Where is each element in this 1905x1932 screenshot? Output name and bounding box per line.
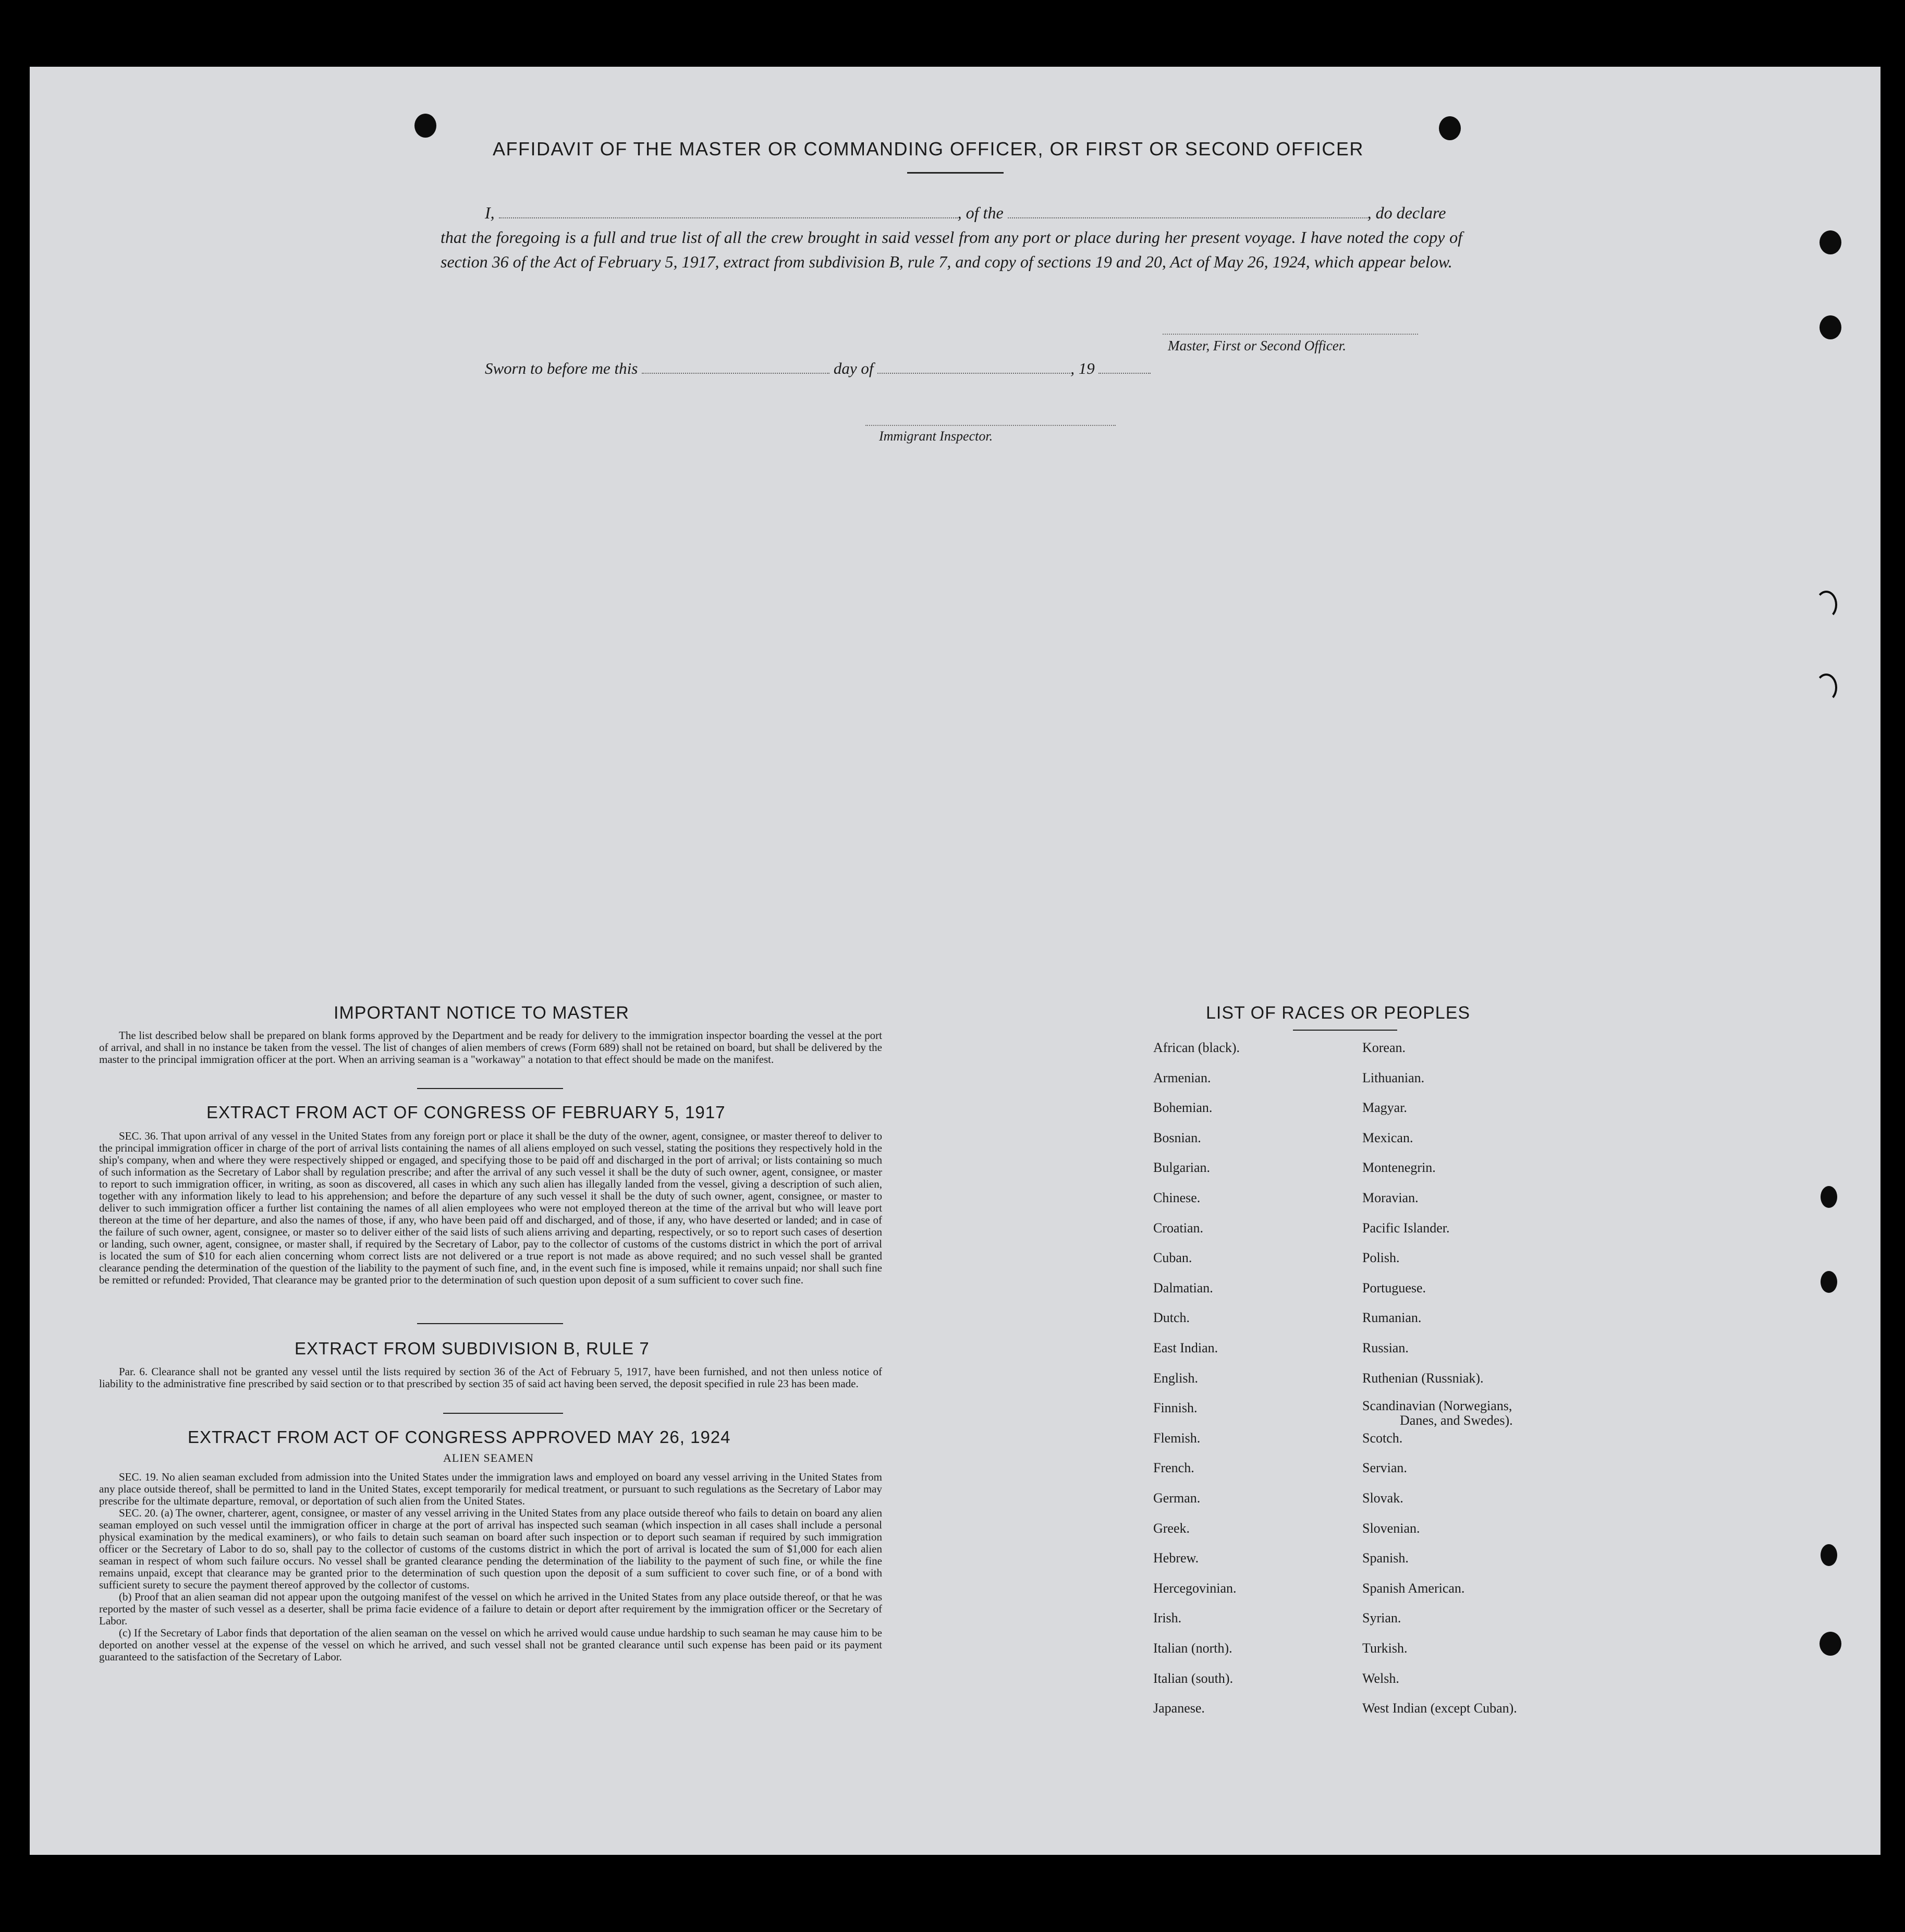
inspector-signature-line[interactable] [865, 425, 1116, 426]
section-20c-paragraph: (c) If the Secretary of Labor finds that deportation of the alien seaman on the vessel on which he arrived would cause undue hardship to such seaman he may cause him to be deported on another vessel at the expense of the vessel on which he arrived, and such vessel shall not be granted clearance until such expense has been paid or its payment guaranteed to the satisfaction of the Secretary of Labor. [99, 1627, 882, 1663]
race-item: German. [1153, 1490, 1201, 1506]
race-item: Scotch. [1362, 1430, 1403, 1446]
year-prefix: , 19 [1070, 359, 1095, 377]
race-item: French. [1153, 1460, 1194, 1476]
race-item: Slovenian. [1362, 1520, 1420, 1536]
rule-7-rule [443, 1413, 563, 1414]
race-item: Croatian. [1153, 1220, 1204, 1236]
race-item: Scandinavian (Norwegians, [1362, 1398, 1512, 1414]
affidavit-title: AFFIDAVIT OF THE MASTER OR COMMANDING OFFICER, OR FIRST OR SECOND OFFICER [493, 138, 1364, 160]
extract-1924-text [99, 1471, 882, 1663]
notice-title: IMPORTANT NOTICE TO MASTER [334, 1003, 629, 1023]
sworn-month-blank[interactable] [877, 358, 1070, 374]
race-item: Ruthenian (Russniak). [1362, 1370, 1484, 1386]
race-item: Italian (north). [1153, 1641, 1232, 1656]
race-item: Magyar. [1362, 1100, 1407, 1116]
punch-hole-right-8 [1819, 1632, 1841, 1656]
race-item: Lithuanian. [1362, 1070, 1425, 1085]
day-of-label: day of [833, 359, 874, 377]
punch-hole-right-2 [1819, 315, 1841, 339]
race-item: Montenegrin. [1362, 1160, 1436, 1176]
race-item: Dalmatian. [1153, 1280, 1213, 1295]
affidavit-do-declare: , do declare [1367, 203, 1446, 222]
race-item: Slovak. [1362, 1490, 1403, 1506]
punch-hole-right-5 [1821, 1186, 1837, 1208]
race-item: Cuban. [1153, 1250, 1192, 1266]
race-item: Greek. [1153, 1520, 1190, 1536]
race-item: Flemish. [1153, 1430, 1201, 1446]
section-36-paragraph: SEC. 36. That upon arrival of any vessel in the United States from any foreign port or place it shall be the duty of the owner, agent, consignee, or master thereof to deliver to the principal immigration officer in charge of the port of arrival lists containing the names of all aliens employed on such vessel, stating the positions they respectively hold in the ship's company, when and where they were respectively shipped or engaged, and specifying those to be paid off and discharged in the port of arrival; or lists containing so much of such information as the Secretary of Labor shall by regulation prescribe; and after the arrival of any such vessel it shall be the duty of such owner, agent, consignee, or master to report to such immigration officer, in writing, as soon as discovered, all cases in which any such alien has illegally landed from the vessel, giving a description of such alien, together with any information likely to lead to his apprehension; and before the departure of any such vessel it shall be the duty of such owner, agent, consignee, or master to deliver to such immigration officer a further list containing the names of all alien employees who were not employed thereon at the time of the arrival but who will leave port thereon at the time of her departure, and also the names of those, if any, who have been paid off and discharged, and of those, if any, who have deserted or landed; and in case of the failure of such owner, agent, consignee, or master so to deliver either of the said lists of such aliens arriving and departing, respectively, or so to report such cases of desertion or landing, such owner, agent, consignee, or master shall, if required by the Secretary of Labor, pay to the collector of customs of the customs district in which the port of arrival is located the sum of $10 for each alien concerning whom correct lists are not delivered or a true report is not made as above required; and no such vessel shall be granted clearance pending the determination of the question of the liability to the payment of such fine, and, in the event such fine is imposed, while it remains unpaid; nor shall such fine be remitted or refunded: Provided, That clearance may be granted prior to the determination of such question upon deposit of a sum sufficient to cover such fine. [99, 1130, 882, 1286]
race-item: Polish. [1362, 1250, 1400, 1266]
notice-paragraph: The list described below shall be prepared on blank forms approved by the Department and be ready for delivery to the immigration inspector boarding the vessel at the port of arrival, and shall in no instance be taken from the vessel. The list of changes of alien members of crews (Form 689) shall not be retained on board, but shall be delivered by the master to the principal immigration officer at the port. When an arriving seaman is a "workaway" a notation to that effect should be made on the manifest. [99, 1029, 882, 1066]
race-item: Moravian. [1362, 1190, 1419, 1205]
extract-1917-rule [417, 1323, 563, 1324]
affidavit-of-the: , of the [957, 203, 1004, 222]
punch-hole-top-right [1439, 116, 1461, 140]
alien-seamen-subtitle: ALIEN SEAMEN [443, 1451, 534, 1464]
race-item: East Indian. [1153, 1340, 1218, 1355]
race-item: Syrian. [1362, 1610, 1401, 1626]
extract-1917-title: EXTRACT FROM ACT OF CONGRESS OF FEBRUARY 5, 1917 [206, 1103, 726, 1122]
race-item: Pacific Islander. [1362, 1220, 1450, 1236]
race-item: Hercegovinian. [1153, 1580, 1237, 1596]
races-title-rule [1293, 1030, 1397, 1031]
vessel-blank[interactable] [1008, 203, 1367, 218]
punch-hole-right-3 [1815, 591, 1837, 619]
rule-7-title: EXTRACT FROM SUBDIVISION B, RULE 7 [295, 1339, 650, 1358]
race-item: Spanish. [1362, 1550, 1409, 1566]
affidavit-title-rule [907, 172, 1004, 174]
race-item: Finnish. [1153, 1400, 1198, 1416]
race-item: Servian. [1362, 1460, 1407, 1476]
race-item: West Indian (except Cuban). [1362, 1701, 1517, 1716]
race-item: Italian (south). [1153, 1670, 1234, 1686]
section-20b-paragraph: (b) Proof that an alien seaman did not appear upon the outgoing manifest of the vessel on which he arrived in the United States from any place outside thereof, or that he was reported by the master of such vessel as a deserter, shall be prima facie evidence of a failure to detain or deport after requirement by the immigration officer or the Secretary of Labor. [99, 1591, 882, 1627]
race-item: Japanese. [1153, 1701, 1205, 1716]
race-item: Welsh. [1362, 1670, 1399, 1686]
section-20a-paragraph: SEC. 20. (a) The owner, charterer, agent, consignee, or master of any vessel arriving in the United States from any place outside thereof who fails to detain on board any alien seaman employed on such vessel until the immigration officer in charge at the port of arrival has inspected such seaman (which inspection in all cases shall include a personal physical examination by the medical examiners), or who fails to detain such seaman on board after such inspection or to deport such seaman if required by such immigration officer or the Secretary of Labor to do so, shall pay to the collector of customs of the customs district in which the port of arrival is located the sum of $1,000 for each alien seaman in respect of whom such failure occurs. No vessel shall be granted clearance pending the determination of the liability to the payment of such fine, or while the fine remains unpaid, except that clearance may be granted prior to the determination of such question upon the deposit of a sum sufficient to cover such fine, or of a bond with sufficient surety to secure the payment thereof approved by the collector of customs. [99, 1507, 882, 1591]
sworn-day-blank[interactable] [642, 358, 829, 374]
race-item: Turkish. [1362, 1641, 1408, 1656]
race-item: Rumanian. [1362, 1310, 1422, 1326]
race-item: Spanish American. [1362, 1580, 1465, 1596]
race-item: African (black). [1153, 1040, 1240, 1055]
race-item: Dutch. [1153, 1310, 1190, 1326]
sworn-label: Sworn to before me this [485, 359, 638, 377]
affidavit-i: I, [485, 203, 495, 222]
race-item: Portuguese. [1362, 1280, 1426, 1295]
affidavit-declaration-line [441, 201, 1462, 225]
affidavit-body: that the foregoing is a full and true list of all the crew brought in said vessel from any port or place during her present voyage. I have noted the copy of section 36 of the Act of February 5, 1917, extract from subdivision B, rule 7, and copy of sections 19 and 20, Act of May 26, 1924, which appear below. [441, 228, 1462, 271]
section-19-paragraph: SEC. 19. No alien seaman excluded from admission into the United States under the immigration laws and employed on board any vessel arriving in the United States from any place outside thereof, shall be permitted to land in the United States, except temporarily for medical treatment, or pursuant to such regulations as the Secretary of Labor may prescribe for the ultimate departure, removal, or deportation of such alien from the United States. [99, 1471, 882, 1507]
punch-hole-right-6 [1821, 1271, 1837, 1293]
race-item: Mexican. [1362, 1130, 1413, 1145]
master-label: Master, First or Second Officer. [1168, 338, 1346, 353]
extract-1917-text [99, 1130, 882, 1286]
rule-7-paragraph: Par. 6. Clearance shall not be granted any vessel until the lists required by section 36 of the Act of February 5, 1917, have been furnished, and not then unless notice of liability to the administrative fine prescribed by said section or to that prescribed by section 35 of said act having been served, the deposit specified in rule 23 has been made. [99, 1365, 882, 1390]
race-item: Bohemian. [1153, 1100, 1213, 1116]
race-item: Russian. [1362, 1340, 1409, 1355]
race-item: Bosnian. [1153, 1130, 1201, 1145]
race-item: Bulgarian. [1153, 1160, 1211, 1176]
race-item: Hebrew. [1153, 1550, 1199, 1566]
sworn-line [485, 358, 1151, 378]
rule-7-text [99, 1366, 882, 1390]
punch-hole-top-left [414, 114, 436, 138]
punch-hole-right-7 [1821, 1544, 1837, 1566]
inspector-label: Immigrant Inspector. [879, 429, 993, 444]
sworn-year-blank[interactable] [1098, 358, 1151, 374]
race-item: Korean. [1362, 1040, 1406, 1055]
notice-text [99, 1030, 882, 1066]
race-item: Chinese. [1153, 1190, 1201, 1205]
name-blank[interactable] [499, 203, 958, 218]
race-item: English. [1153, 1370, 1198, 1386]
race-item: Armenian. [1153, 1070, 1211, 1085]
punch-hole-right-4 [1815, 674, 1837, 702]
notice-rule [417, 1088, 563, 1089]
master-signature-line[interactable] [1163, 334, 1418, 335]
extract-1924-title: EXTRACT FROM ACT OF CONGRESS APPROVED MAY 26, 1924 [188, 1427, 731, 1447]
race-item: Irish. [1153, 1610, 1182, 1626]
races-title: LIST OF RACES OR PEOPLES [1206, 1003, 1471, 1023]
punch-hole-right-1 [1819, 230, 1841, 254]
race-item-continuation: Danes, and Swedes). [1400, 1413, 1513, 1428]
